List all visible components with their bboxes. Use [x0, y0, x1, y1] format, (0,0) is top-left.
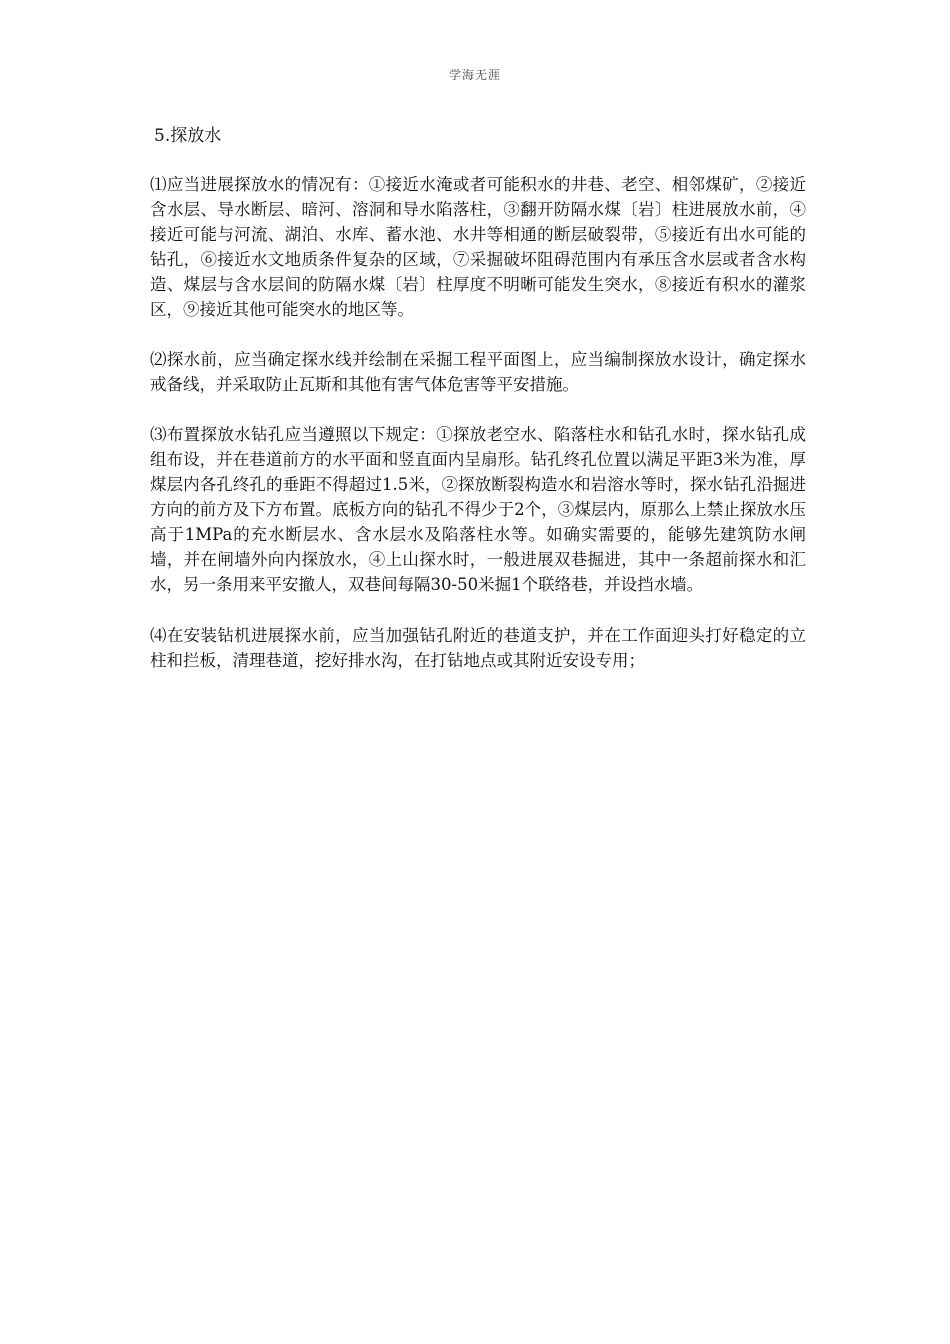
- page-header: 学海无涯: [448, 68, 501, 82]
- paragraph-3: ⑶布置探放水钻孔应当遵照以下规定：①探放老空水、陷落柱水和钻孔水时，探水钻孔成组布设，并在巷道前方的水平面和竖直面内呈扇形。钻孔终孔位置以满足平距3米为准，厚煤层内各孔终孔的垂距不得超过1.5米，②探放断裂构造水和岩溶水等时，探水钻孔沿掘进方向的前方及下方布置。底板方向的钻孔不得少于2个，③煤层内，原那么上禁止探放水压高于1MPa的充水断层水、含水层水及陷落柱水等。如确实需要的，能够先建筑防水闸墙，并在闸墙外向内探放水，④上山探水时，一般进展双巷掘进，其中一条超前探水和汇水，另一条用来平安撤人，双巷间每隔30-50米掘1个联络巷，并设挡水墙。: [150, 425, 806, 594]
- document-body: [150, 124, 806, 698]
- paragraph-2: ⑵探水前，应当确定探水线并绘制在采掘工程平面图上，应当编制探放水设计，确定探水戒备线，并采取防止瓦斯和其他有害气体危害等平安措施。: [150, 350, 806, 394]
- section-title: 5.探放水: [154, 126, 222, 146]
- paragraph-4: ⑷在安装钻机进展探水前，应当加强钻孔附近的巷道支护，并在工作面迎头打好稳定的立柱和拦板，清理巷道，挖好排水沟，在打钻地点或其附近安设专用；: [150, 626, 806, 670]
- paragraph-1: ⑴应当进展探放水的情况有：①接近水淹或者可能积水的井巷、老空、相邻煤矿，②接近含水层、导水断层、暗河、溶洞和导水陷落柱，③翻开防隔水煤〔岩〕柱进展放水前，④接近可能与河流、湖泊、水库、蓄水池、水井等相通的断层破裂带，⑤接近有出水可能的钻孔，⑥接近水文地质条件复杂的区域，⑦采掘破坏阻碍范围内有承压含水层或者含水构造、煤层与含水层间的防隔水煤〔岩〕柱厚度不明晰可能发生突水，⑧接近有积水的灌浆区，⑨接近其他可能突水的地区等。: [150, 175, 806, 319]
